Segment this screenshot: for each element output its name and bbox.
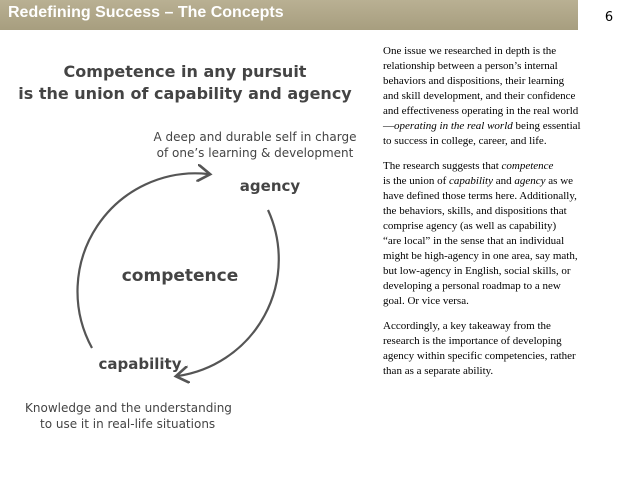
- p1-line-rest: being essential: [512, 120, 581, 132]
- p1-line: and effectiveness operating in the real world: [383, 105, 579, 117]
- emphasis-competence: competence: [501, 160, 554, 172]
- p2-text: and: [493, 175, 515, 187]
- p2-line: “are local” in the sense that an individual: [383, 235, 565, 247]
- emphasis-text: operating in the real world: [394, 120, 513, 132]
- capability-label: capability: [98, 355, 182, 373]
- p1-line: [383, 119, 623, 134]
- p1-line: to success in college, career, and life.: [383, 135, 547, 147]
- agency-label: agency: [239, 177, 301, 195]
- p2-line: might be high-agency in one area, say math,: [383, 250, 578, 262]
- capability-description-line2: to use it in real-life situations: [40, 417, 216, 431]
- em-dash: —: [383, 120, 394, 132]
- p3-line: than as a separate ability.: [383, 365, 494, 377]
- p2-text: The research suggests that: [383, 160, 502, 172]
- p1-line: and skill development, and their confidence: [383, 90, 576, 102]
- p2-line: comprise agency (as well as capability): [383, 220, 557, 232]
- p2-text: as we: [545, 175, 574, 187]
- p1-line: One issue we researched in depth is the: [383, 45, 557, 57]
- p1-line: relationship between a person’s internal: [383, 60, 558, 72]
- competence-label: competence: [121, 266, 239, 286]
- paragraph-2: [383, 159, 623, 309]
- emphasis-capability: capability: [449, 175, 493, 187]
- diagram-headline-line2: is the union of capability and agency: [18, 84, 352, 103]
- page-number: 6: [604, 10, 614, 25]
- slide-header: [0, 0, 578, 30]
- paragraph-1: [383, 44, 623, 149]
- p2-line: goal. Or vice versa.: [383, 295, 469, 307]
- body-text: [383, 44, 623, 379]
- p2-line: developing a personal roadmap to a new: [383, 280, 561, 292]
- right-arc-arrow: [178, 210, 279, 376]
- left-arc-arrow: [78, 173, 208, 348]
- p2-line: [383, 174, 623, 189]
- paragraph-3: [383, 319, 623, 379]
- p3-line: research is the importance of developing: [383, 335, 562, 347]
- diagram-headline-line1: Competence in any pursuit: [63, 62, 307, 81]
- p2-line: [383, 159, 623, 174]
- emphasis-agency: agency: [514, 175, 546, 187]
- agency-description-line2: of one’s learning & development: [156, 146, 354, 160]
- p3-line: agency within specific competencies, rather: [383, 350, 576, 362]
- p2-line: have defined those terms here. Additionally,: [383, 190, 577, 202]
- agency-description-line1: A deep and durable self in charge: [153, 130, 357, 144]
- capability-description-line1: Knowledge and the understanding: [25, 401, 232, 415]
- p2-line: but low-agency in English, social skills, or: [383, 265, 571, 277]
- p2-text: is the union of: [383, 175, 449, 187]
- p3-line: Accordingly, a key takeaway from the: [383, 320, 551, 332]
- competence-diagram: [0, 30, 360, 450]
- p2-line: the behaviors, skills, and dispositions that: [383, 205, 567, 217]
- slide-title: Redefining Success – The Concepts: [8, 4, 284, 21]
- p1-line: behaviors and dispositions, their learning: [383, 75, 565, 87]
